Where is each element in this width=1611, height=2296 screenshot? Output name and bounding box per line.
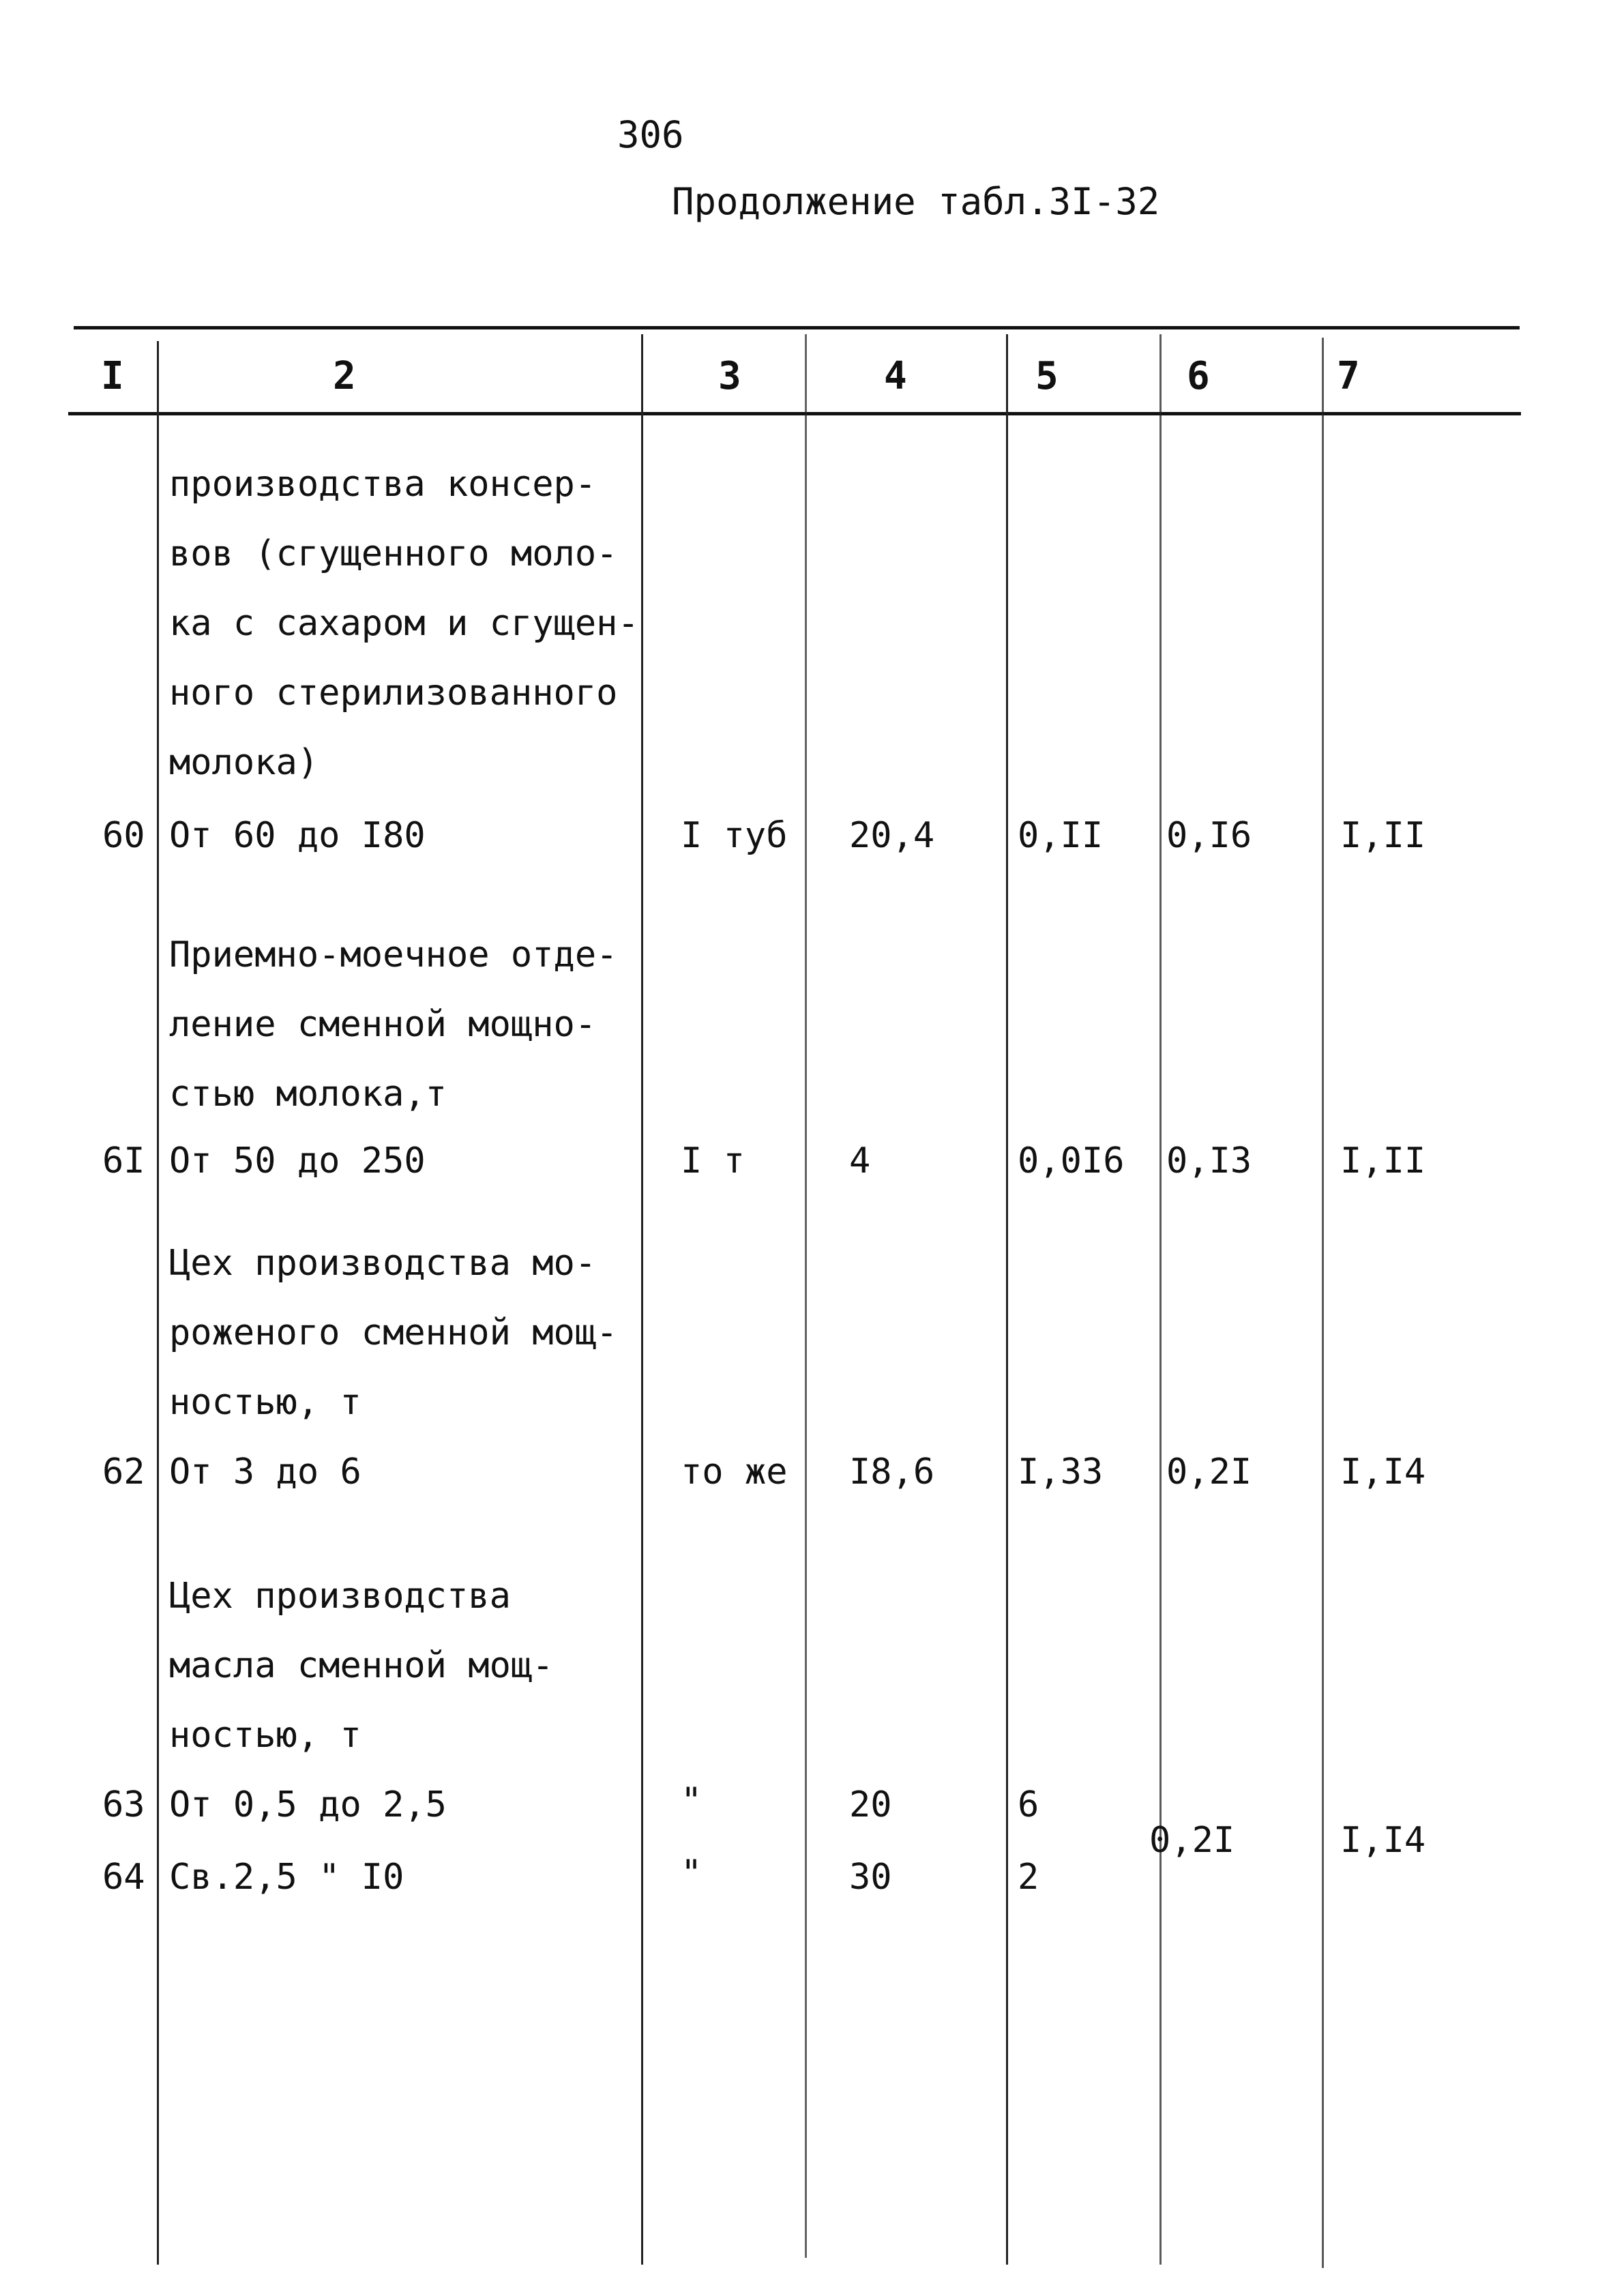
row-number: 6I [102,1140,145,1181]
cell-col-4: 30 [849,1857,892,1898]
cell-col-4: 4 [849,1140,871,1181]
header-col-6: 6 [1187,354,1210,398]
cell-col-6: 0,I3 [1166,1140,1252,1181]
section-text-line: вов (сгущенного моло- [169,533,618,574]
header-col-7: 7 [1337,354,1360,398]
row-number: 64 [102,1857,145,1898]
header-col-3: 3 [718,354,741,398]
section-text-line: стью молока,т [169,1074,447,1115]
cell-col-3: " [681,1780,703,1821]
section-text-line: Цех производства мо- [169,1243,597,1284]
table-caption: Продолжение табл.3I-32 [672,180,1160,223]
row-name: От 50 до 250 [169,1140,426,1181]
section-text-line: ностью, т [169,1715,361,1756]
section-text-line: ностью, т [169,1382,361,1423]
section-text-line: производства консер- [169,464,597,505]
column-divider-1 [157,341,159,2265]
row-name: От 60 до I80 [169,815,426,856]
table-top-rule [74,326,1520,329]
column-divider-3 [805,334,807,2258]
cell-col-3: I т [681,1140,745,1181]
section-text-line: масла сменной мощ- [169,1645,554,1686]
merged-cell-col-7: I,I4 [1340,1820,1426,1861]
cell-col-3: I туб [681,815,788,856]
section-text-line: молока) [169,742,319,783]
cell-col-6: 0,2I [1166,1452,1252,1492]
header-col-5: 5 [1035,354,1059,398]
cell-col-7: I,II [1340,1140,1426,1181]
cell-col-4: I8,6 [849,1452,935,1492]
section-text-line: роженого сменной мощ- [169,1312,618,1353]
row-number: 62 [102,1452,145,1492]
header-col-1: I [101,354,124,398]
cell-col-5: 6 [1018,1784,1039,1825]
section-text-line: ка с сахаром и сгущен- [169,603,639,644]
merged-cell-col-6: 0,2I [1149,1820,1235,1861]
row-name: От 3 до 6 [169,1452,361,1492]
cell-col-5: I,33 [1018,1452,1104,1492]
cell-col-4: 20,4 [849,815,935,856]
row-number: 60 [102,815,145,856]
cell-col-3: " [681,1853,703,1894]
section-text-line: Приемно-моечное отде- [169,934,618,975]
table-header-rule [68,412,1521,415]
header-col-2: 2 [333,354,356,398]
column-divider-6 [1322,338,1324,2268]
page-number: 306 [617,113,684,156]
row-name: Св.2,5 " I0 [169,1857,404,1898]
cell-col-5: 0,II [1018,815,1104,856]
header-col-4: 4 [884,354,907,398]
row-name: От 0,5 до 2,5 [169,1784,447,1825]
section-text-line: ление сменной мощно- [169,1004,597,1045]
cell-col-5: 0,0I6 [1018,1140,1125,1181]
row-number: 63 [102,1784,145,1825]
cell-col-6: 0,I6 [1166,815,1252,856]
column-divider-2 [641,334,643,2265]
column-divider-5 [1159,334,1162,2265]
section-text-line: Цех производства [169,1576,511,1617]
cell-col-3: то же [681,1452,788,1492]
cell-col-7: I,II [1340,815,1426,856]
section-text-line: ного стерилизованного [169,673,618,713]
cell-col-4: 20 [849,1784,892,1825]
cell-col-7: I,I4 [1340,1452,1426,1492]
cell-col-5: 2 [1018,1857,1039,1898]
column-divider-4 [1006,334,1008,2265]
